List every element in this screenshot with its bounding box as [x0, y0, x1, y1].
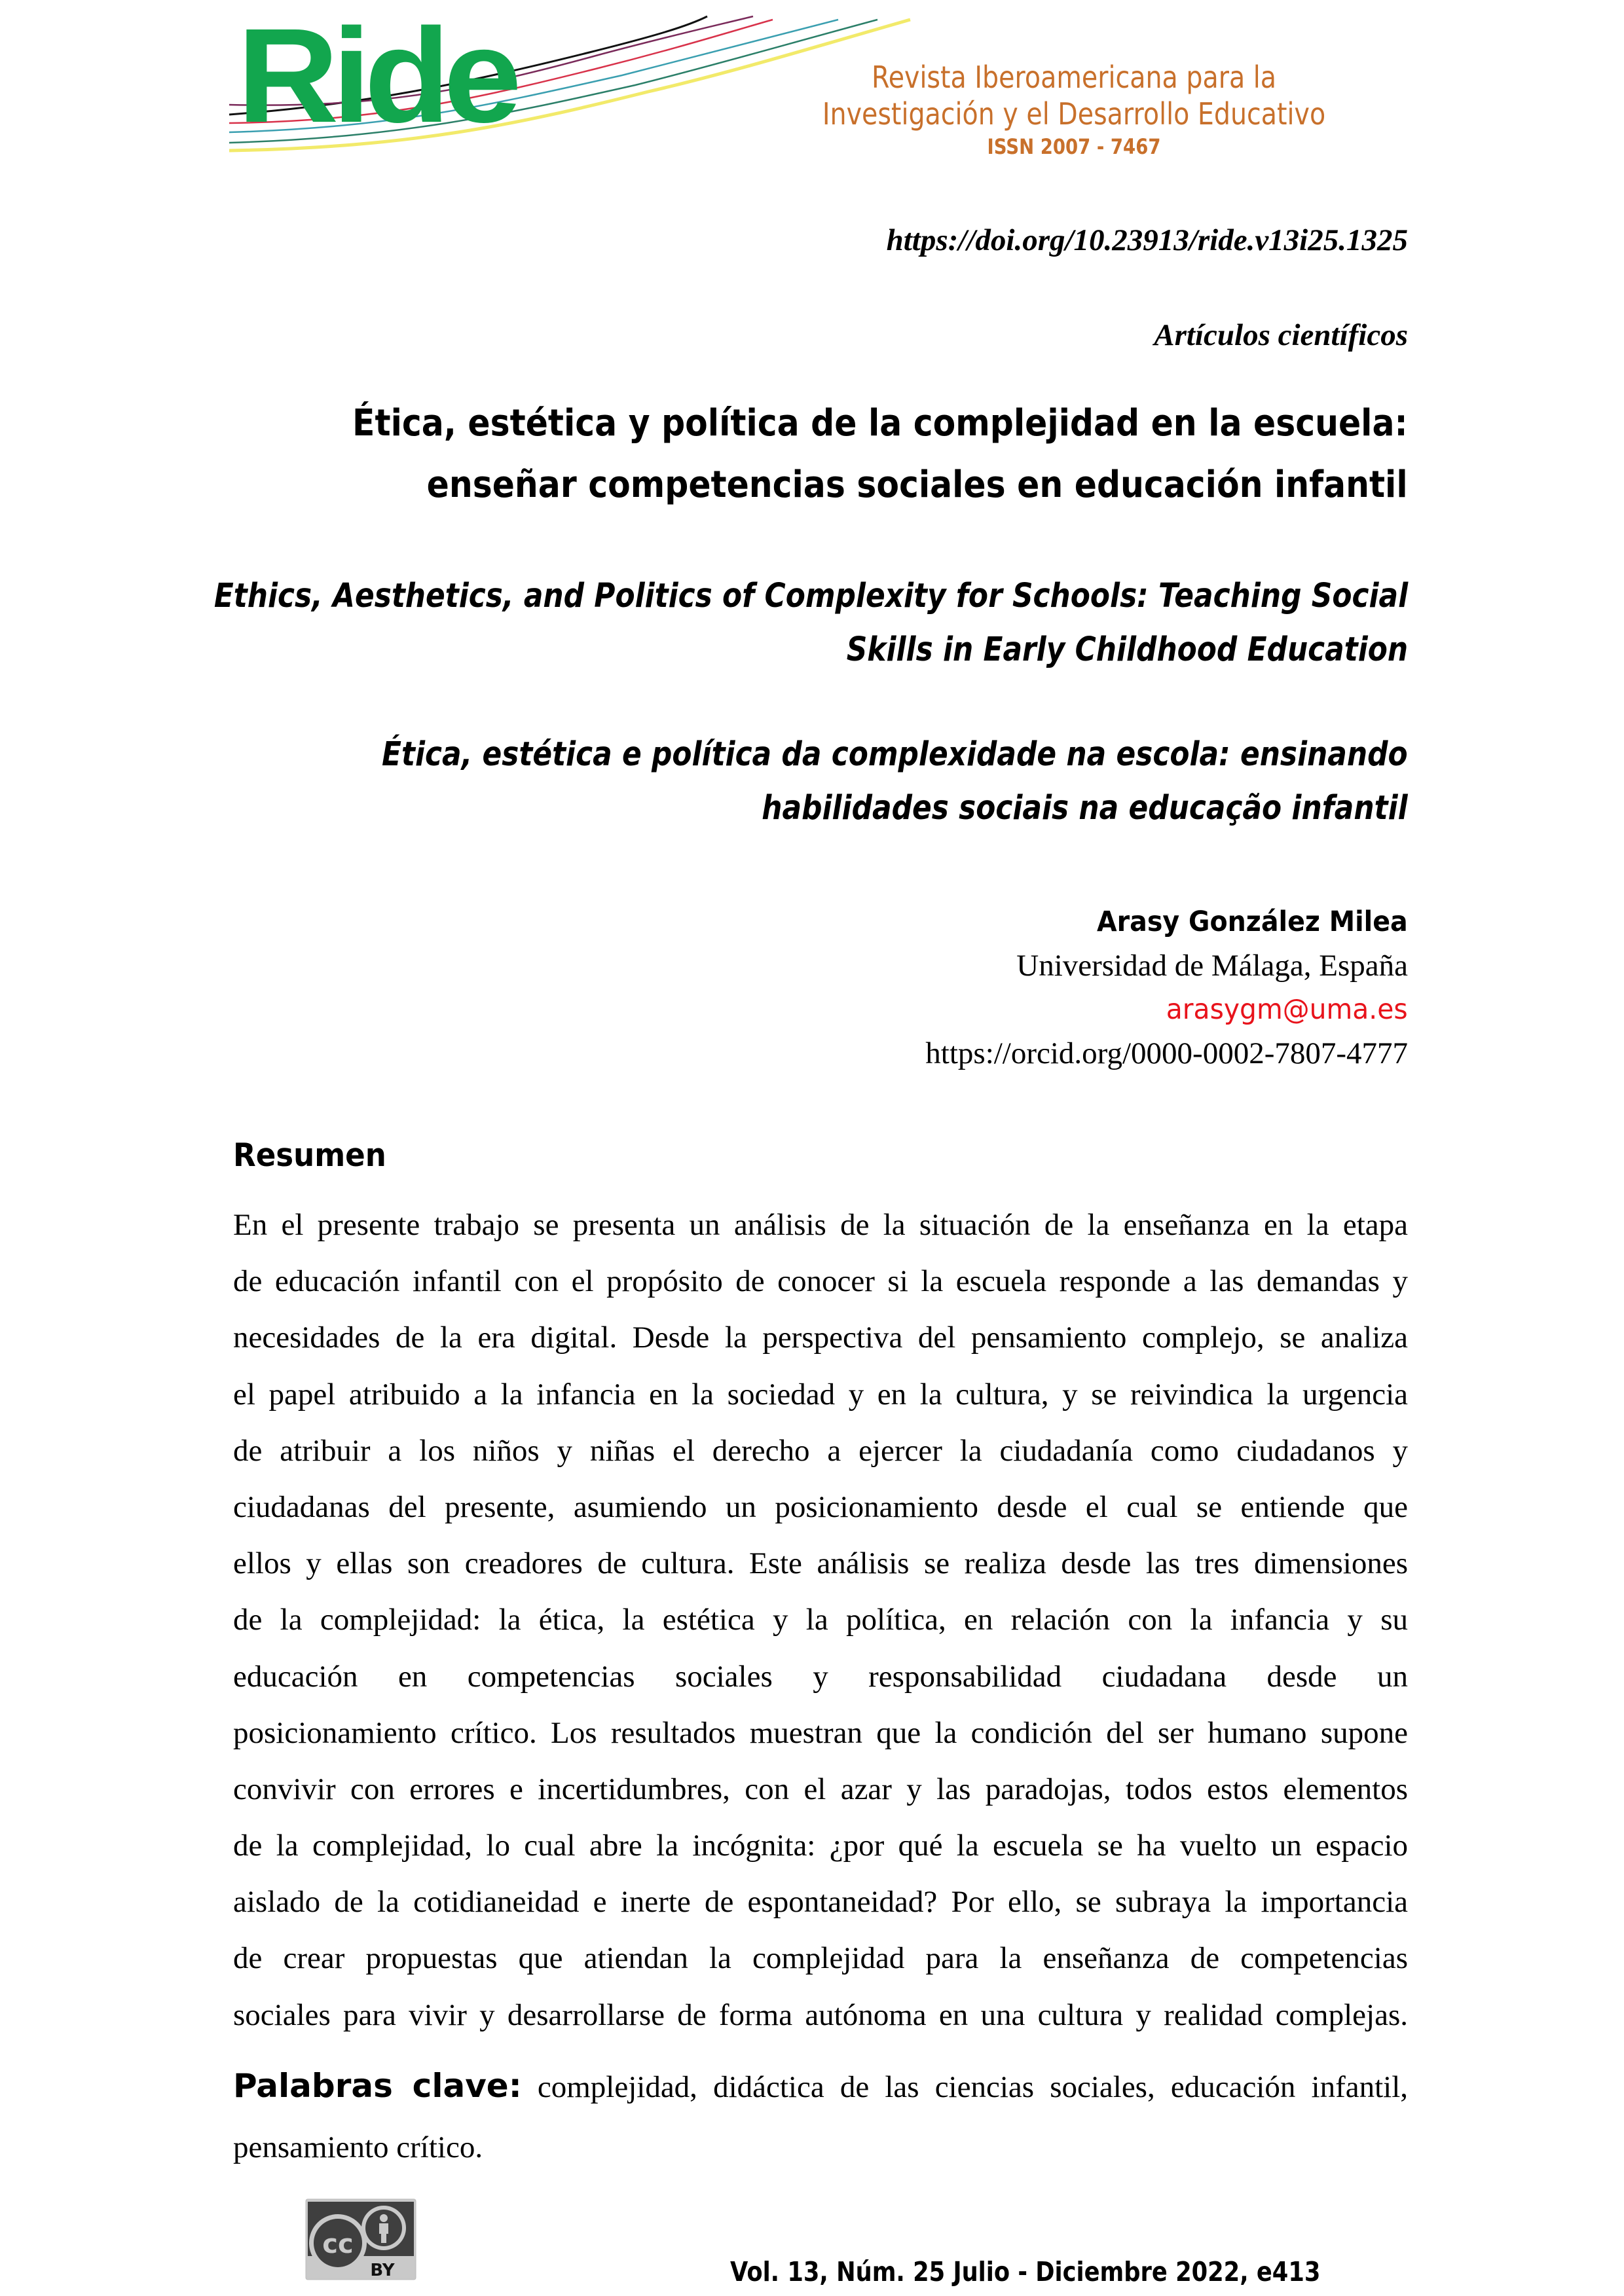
cc-by-license-badge[interactable]	[305, 2198, 416, 2280]
author-orcid-link[interactable]: https://orcid.org/0000-0002-7807-4777	[925, 1036, 1408, 1070]
journal-issn: ISSN 2007 - 7467	[987, 134, 1161, 159]
title-english	[214, 570, 1408, 677]
title-english-line2: Skills in Early Childhood Education	[846, 630, 1408, 669]
title-spanish-line2: enseñar competencias sociales en educación infantil	[427, 464, 1408, 506]
author-name: Arasy González Milea	[1097, 905, 1408, 938]
title-portuguese-line1: Ética, estética e política da complexidade na escola: ensinando	[382, 735, 1408, 774]
abstract-line: de crear propuestas que atiendan la complejidad para la enseñanza de competencias	[233, 1941, 1408, 1976]
keywords-line1	[233, 2056, 1408, 2117]
abstract-heading: Resumen	[233, 1137, 386, 1174]
abstract-line: posicionamiento crítico. Los resultados muestran que la condición del ser humano supone	[233, 1715, 1408, 1750]
abstract-line: de la complejidad: la ética, la estética y la política, en relación con la infancia y su	[233, 1603, 1408, 1637]
author-block	[925, 900, 1408, 1076]
article-section: Artículos científicos	[1154, 318, 1408, 352]
doi-link[interactable]: https://doi.org/10.23913/ride.v13i25.1325	[886, 223, 1408, 257]
volume-issue-info: Vol. 13, Núm. 25 Julio - Diciembre 2022, e413	[730, 2256, 1321, 2287]
title-portuguese-line2: habilidades sociais na educação infantil	[762, 789, 1408, 828]
svg-text:BY: BY	[370, 2261, 395, 2280]
title-english-line1: Ethics, Aesthetics, and Politics of Complexity for Schools: Teaching Social	[213, 577, 1408, 615]
abstract-line: de atribuir a los niños y niñas el derecho a ejercer la ciudadanía como ciudadanos y	[233, 1433, 1408, 1468]
svg-text:cc: cc	[322, 2229, 354, 2259]
abstract-line: necesidades de la era digital. Desde la perspectiva del pensamiento complejo, se analiza	[233, 1321, 1408, 1355]
logo-wordmark: Ride	[237, 1, 515, 151]
abstract-line: En el presente trabajo se presenta un análisis de la situación de la enseñanza en la etapa	[233, 1208, 1408, 1242]
title-portuguese	[382, 728, 1408, 835]
keywords-line2: pensamiento crítico.	[233, 2130, 483, 2164]
abstract-line: ciudadanas del presente, asumiendo un posicionamiento desde el cual se entiende que	[233, 1489, 1408, 1524]
author-affiliation: Universidad de Málaga, España	[1016, 949, 1408, 983]
abstract-line: el papel atribuido a la infancia en la sociedad y en la cultura, y se reivindica la urgencia	[233, 1377, 1408, 1412]
journal-logo	[229, 1, 1408, 164]
title-spanish	[352, 393, 1408, 516]
journal-name-line2: Investigación y el Desarrollo Educativo	[822, 96, 1326, 132]
abstract-line: sociales para vivir y desarrollarse de forma autónoma en una cultura y realidad complejas.	[233, 1997, 1408, 2032]
cc-by-icon	[305, 2198, 416, 2280]
abstract-line: de la complejidad, lo cual abre la incógnita: ¿por qué la escuela se ha vuelto un espacio	[233, 1829, 1408, 1863]
keywords	[233, 2056, 1408, 2178]
abstract-line: convivir con errores e incertidumbres, con el azar y las paradojas, todos estos elementos	[233, 1772, 1408, 1806]
abstract-line: educación en competencias sociales y responsabilidad ciudadana desde un	[233, 1659, 1408, 1694]
abstract-line: ellos y ellas son creadores de cultura. Este análisis se realiza desde las tres dimensiones	[233, 1546, 1408, 1581]
abstract-body	[233, 1197, 1408, 2043]
keywords-values: complejidad, didáctica de las ciencias sociales, educación infantil,	[537, 2070, 1409, 2104]
author-email-link[interactable]: arasygm@uma.es	[1166, 993, 1408, 1026]
journal-name-line1: Revista Iberoamericana para la	[871, 60, 1277, 95]
journal-name	[740, 59, 1408, 161]
title-spanish-line1: Ética, estética y política de la complejidad en la escuela:	[352, 402, 1408, 445]
keywords-label: Palabras clave:	[233, 2067, 522, 2105]
abstract-line: aislado de la cotidianeidad e inerte de espontaneidad? Por ello, se subraya la importancia	[233, 1885, 1408, 1920]
abstract-line: de educación infantil con el propósito de conocer si la escuela responde a las demandas y	[233, 1264, 1408, 1299]
